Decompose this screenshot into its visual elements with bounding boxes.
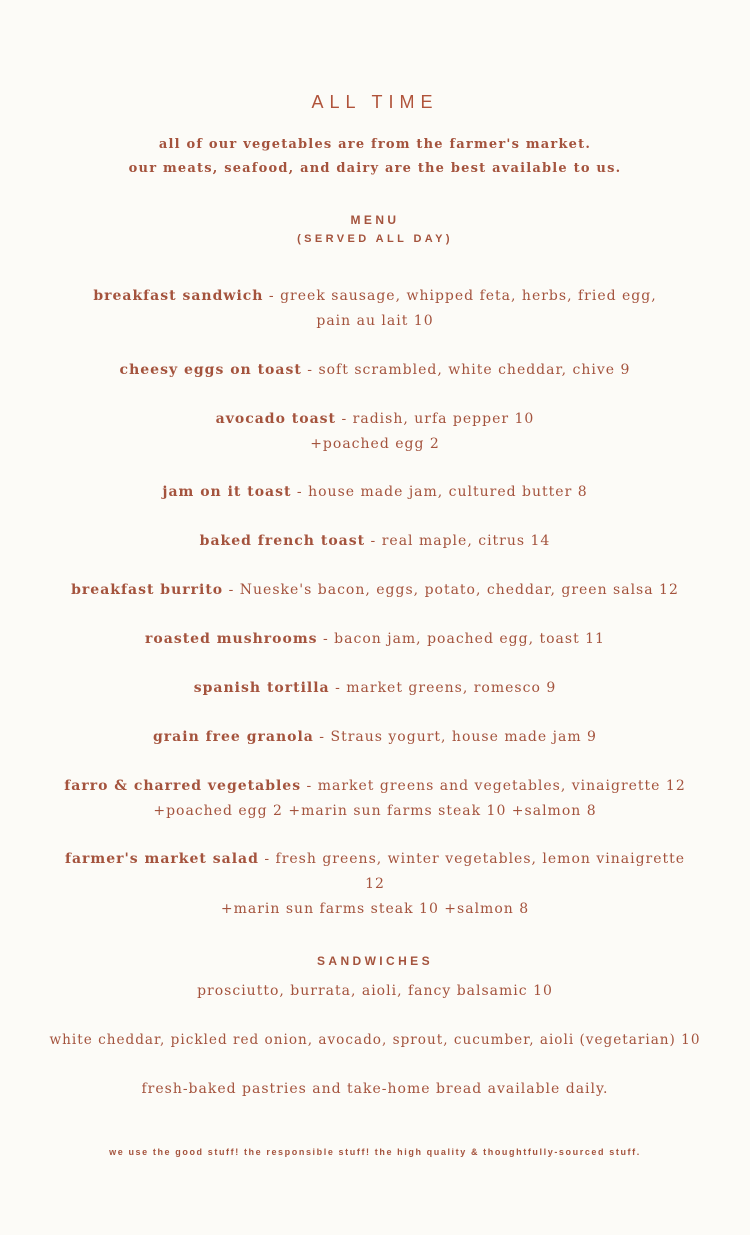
item-description: - fresh greens, winter vegetables, lemon vinaigrette <box>258 851 686 867</box>
item-description: - Straus yogurt, house made jam 9 <box>313 729 597 745</box>
item-description: - radish, urfa pepper 10 <box>336 411 535 427</box>
menu-item <box>0 480 750 505</box>
item-name: cheesy eggs on toast <box>119 362 302 378</box>
menu-item <box>0 627 750 652</box>
item-description: - market greens, romesco 9 <box>329 680 557 696</box>
item-description: - Nueske's bacon, eggs, potato, cheddar, green salsa 12 <box>223 582 679 598</box>
item-name: baked french toast <box>199 533 366 549</box>
menu-item <box>0 676 750 701</box>
item-extra: +poached egg 2 <box>310 436 440 452</box>
menu-item <box>0 774 750 824</box>
menu-item <box>0 529 750 554</box>
item-description: - soft scrambled, white cheddar, chive 9 <box>301 362 631 378</box>
sandwiches-heading: SANDWICHES <box>316 954 433 968</box>
item-description: - bacon jam, poached egg, toast 11 <box>317 631 605 647</box>
item-description: - greek sausage, whipped feta, herbs, fried egg, <box>263 288 657 304</box>
item-name: avocado toast <box>215 411 337 427</box>
menu-subheading: (SERVED ALL DAY) <box>297 233 453 245</box>
menu-heading: MENU <box>350 213 400 227</box>
menu-item <box>0 284 750 334</box>
item-name: farro & charred vegetables <box>64 778 302 794</box>
menu-item <box>0 578 750 603</box>
item-name: spanish tortilla <box>193 680 330 696</box>
pastries-note: fresh-baked pastries and take-home bread available daily. <box>141 1081 609 1097</box>
item-extra: pain au lait 10 <box>316 313 434 329</box>
item-name: jam on it toast <box>162 484 292 500</box>
intro-line-1: all of our vegetables are from the farmer's market. <box>158 137 592 152</box>
menu-item <box>0 407 750 457</box>
item-extra: +poached egg 2 +marin sun farms steak 10 +salmon 8 <box>153 803 597 819</box>
menu-item <box>0 725 750 750</box>
item-name: roasted mushrooms <box>145 631 318 647</box>
footer-tagline: we use the good stuff! the responsible stuff! the high quality & thoughtfully-sourced stuff. <box>109 1147 641 1157</box>
item-extra: 12 <box>365 876 385 892</box>
item-extra: +marin sun farms steak 10 +salmon 8 <box>220 901 530 917</box>
sandwich-item: white cheddar, pickled red onion, avocado, sprout, cucumber, aioli (vegetarian) 10 <box>49 1032 701 1048</box>
item-name: breakfast burrito <box>71 582 224 598</box>
item-description: - real maple, citrus 14 <box>365 533 551 549</box>
intro-line-2: our meats, seafood, and dairy are the best available to us. <box>128 161 622 176</box>
menu-item <box>0 358 750 383</box>
item-name: breakfast sandwich <box>93 288 264 304</box>
sandwich-item: prosciutto, burrata, aioli, fancy balsamic 10 <box>197 983 553 999</box>
item-description: - house made jam, cultured butter 8 <box>291 484 588 500</box>
item-name: grain free granola <box>153 729 314 745</box>
item-description: - market greens and vegetables, vinaigrette 12 <box>301 778 686 794</box>
menu-item <box>0 847 750 922</box>
restaurant-title: ALL TIME <box>311 92 439 112</box>
item-name: farmer's market salad <box>64 851 259 867</box>
